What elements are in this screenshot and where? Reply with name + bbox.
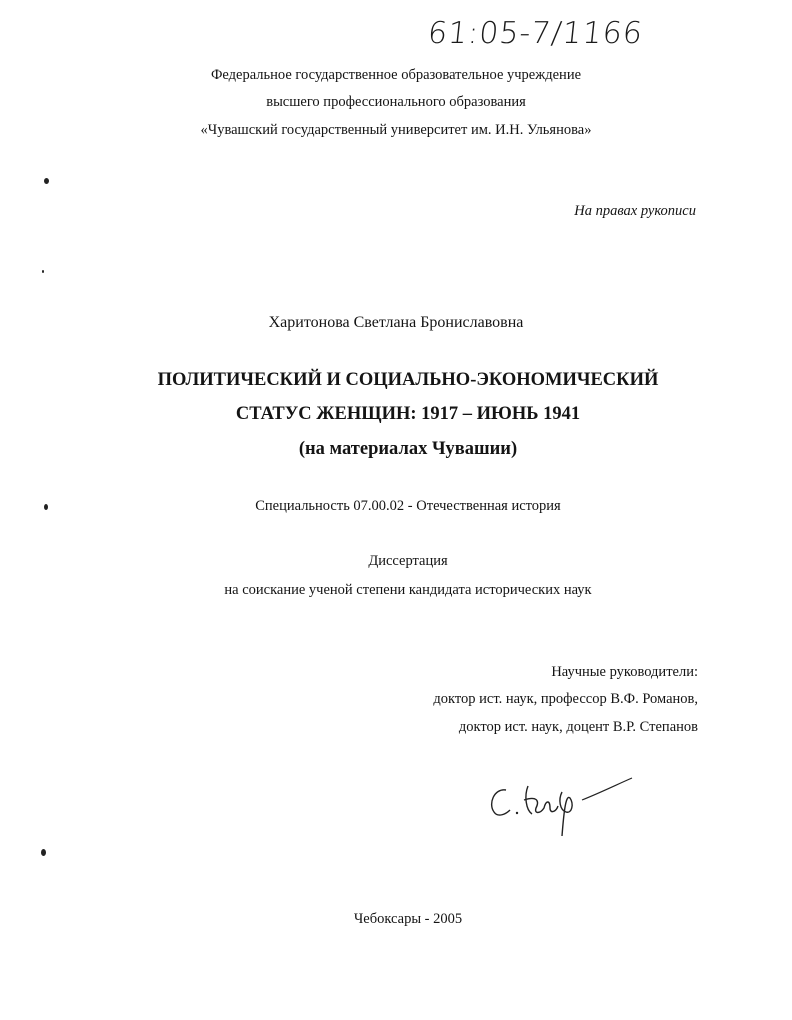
institution-line-1: Федеральное государственное образовательное учреждение xyxy=(210,67,582,83)
supervisor-1: доктор ист. наук, профессор В.Ф. Романов, xyxy=(433,691,698,707)
institution-line-2: высшего профессионального образования xyxy=(266,94,526,110)
institution-line-3: «Чувашский государственный университет им. И.Н. Ульянова» xyxy=(200,122,592,138)
title-line-1: ПОЛИТИЧЕСКИЙ И СОЦИАЛЬНО-ЭКОНОМИЧЕСКИЙ xyxy=(157,370,659,390)
scan-speck xyxy=(42,270,44,273)
dissertation-purpose: на соискание ученой степени кандидата исторических наук xyxy=(224,582,592,598)
scan-speck xyxy=(41,849,46,856)
title-line-2: СТАТУС ЖЕНЩИН: 1917 – ИЮНЬ 1941 xyxy=(235,404,581,424)
scan-speck xyxy=(44,504,48,510)
author-signature xyxy=(484,770,644,842)
scan-speck xyxy=(44,178,49,184)
rights-note: На правах рукописи xyxy=(574,203,696,219)
specialty: Специальность 07.00.02 - Отечественная история xyxy=(255,498,561,514)
dissertation-label: Диссертация xyxy=(368,553,448,569)
supervisors-heading: Научные руководители: xyxy=(551,664,698,680)
archive-code: 61:05-7/1166 xyxy=(426,16,645,51)
title-line-3: (на материалах Чувашии) xyxy=(298,439,518,459)
archive-code-handwritten xyxy=(428,16,688,60)
supervisor-2: доктор ист. наук, доцент В.Р. Степанов xyxy=(458,719,698,735)
author-name: Харитонова Светлана Брониславовна xyxy=(268,314,524,331)
city-year: Чебоксары - 2005 xyxy=(353,911,463,927)
